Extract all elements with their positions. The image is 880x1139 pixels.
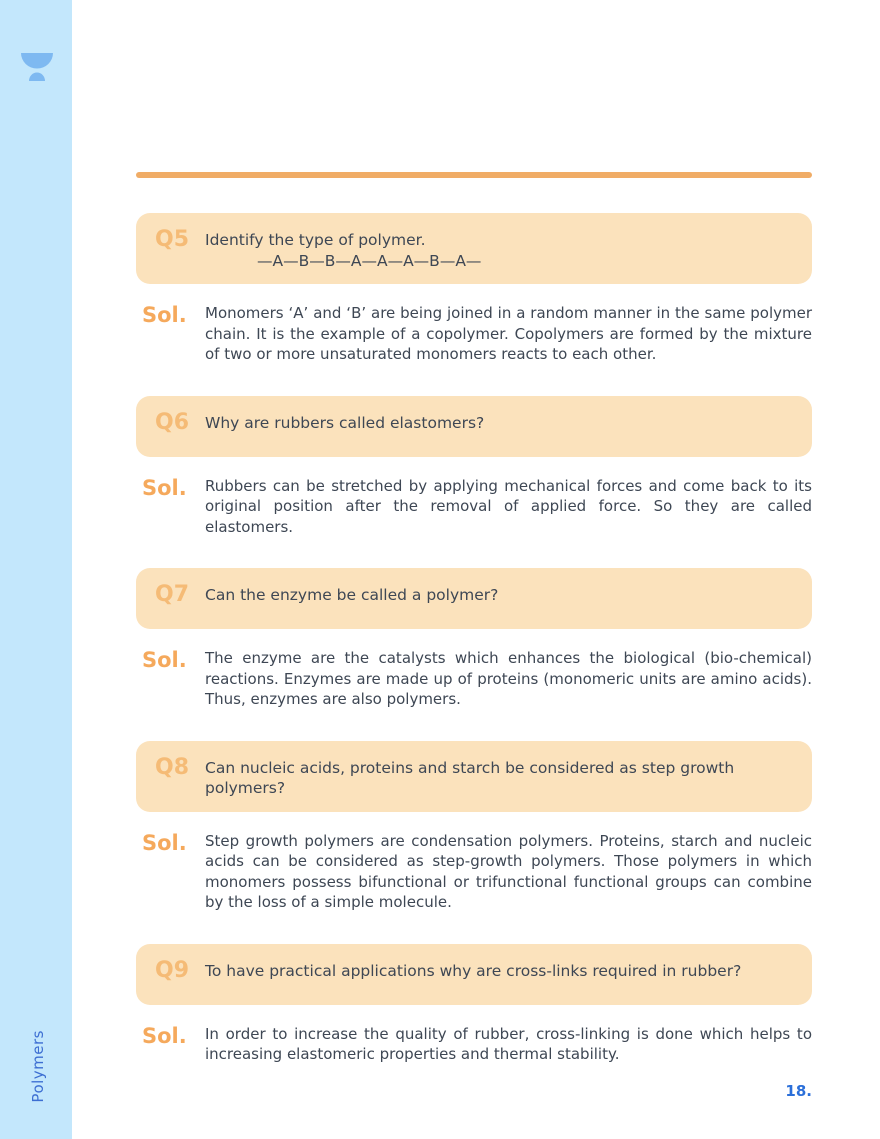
solution-text: The enzyme are the catalysts which enhances the biological (bio-chemical) reactions. Enzymes are made up of proteins (monomeric units are amino acids). Thus, enzymes are also polymers.: [205, 649, 812, 708]
question-line1: Identify the type of polymer.: [205, 231, 426, 249]
question-line1: Why are rubbers called elastomers?: [205, 413, 485, 432]
solution-block: [136, 831, 812, 913]
question-text: [205, 411, 788, 444]
left-sidebar: [0, 0, 72, 1139]
solution-block: [136, 648, 812, 710]
solution-text: Monomers ‘A’ and ‘B’ are being joined in a random manner in the same polymer chain. It is the example of a copolymer. Copolymers are formed by the mixture of two or more unsaturated monomers reacts to each other.: [205, 304, 812, 363]
question-line1: To have practical applications why are cross-links required in rubber?: [205, 961, 742, 980]
solution-block: [136, 1024, 812, 1065]
question-number: Q8: [155, 754, 190, 780]
question-line1: Can the enzyme be called a polymer?: [205, 586, 499, 604]
solution-label: Sol.: [142, 303, 187, 327]
solution-label: Sol.: [142, 1023, 187, 1048]
question-number: Q6: [155, 409, 190, 435]
question-number: Q5: [155, 227, 190, 252]
question-box: [136, 568, 812, 629]
section-divider-rule: [136, 172, 812, 178]
solution-block: [136, 303, 812, 365]
question-number: Q9: [155, 957, 190, 983]
question-text: [205, 959, 788, 992]
question-line1: Can nucleic acids, proteins and starch be considered as step growth polymers?: [205, 758, 735, 797]
solution-label: Sol.: [142, 648, 187, 672]
question-number: Q7: [155, 582, 190, 607]
solution-text: Step growth polymers are condensation polymers. Proteins, starch and nucleic acids can be considered as step-growth polymers. Those polymers in which monomers possess bifunctional or trifunctional functional groups can combine by the loss of a simple molecule.: [205, 831, 812, 911]
funnel-icon: [21, 52, 53, 81]
question-text: [205, 228, 788, 271]
solution-label: Sol.: [142, 475, 187, 500]
solution-text: In order to increase the quality of rubber, cross-linking is done which helps to increasing elastomeric properties and thermal stability.: [205, 1024, 812, 1063]
solution-text: Rubbers can be stretched by applying mechanical forces and come back to its original position after the removal of applied force. So they are called elastomers.: [205, 476, 812, 536]
question-text: [205, 756, 788, 799]
question-box: [136, 213, 812, 284]
question-text: [205, 583, 788, 616]
question-box: [136, 944, 812, 1005]
question-box: [136, 396, 812, 457]
solution-block: [136, 476, 812, 538]
solution-label: Sol.: [142, 830, 187, 855]
question-formula: —A—B—B—A—A—A—B—A—: [257, 251, 482, 270]
page-number: 18.: [785, 1082, 812, 1100]
question-box: [136, 741, 812, 812]
main-content: [136, 172, 812, 1096]
chapter-label: Polymers: [29, 1030, 47, 1103]
